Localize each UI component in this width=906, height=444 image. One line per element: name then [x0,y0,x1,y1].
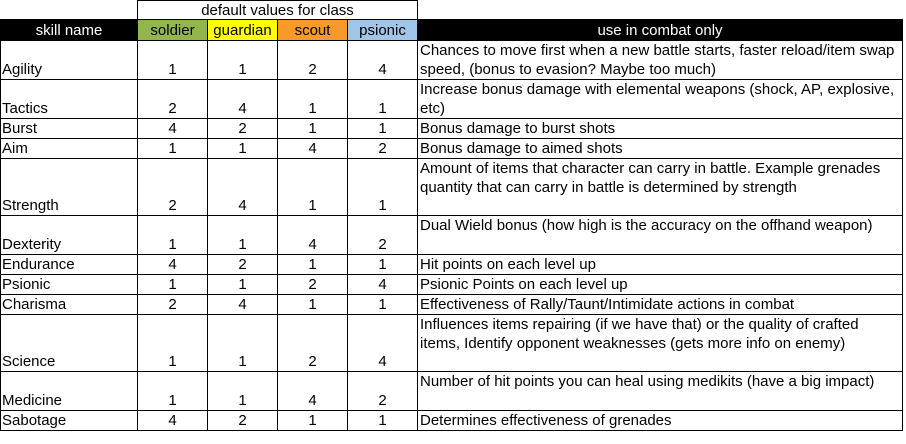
skill-name-cell: Endurance [1,255,138,275]
scout-value-cell: 1 [278,295,348,315]
table-row [1,372,903,411]
table-row [1,295,903,315]
psionic-value-cell: 1 [348,295,418,315]
scout-value-cell: 1 [278,411,348,431]
header-scout: scout [278,20,348,41]
psionic-value-cell: 1 [348,411,418,431]
guardian-value-cell: 2 [208,119,278,139]
class-group-header: default values for class [137,0,418,19]
use-in-combat-cell: Increase bonus damage with elemental weapons (shock, AP, explosive, etc) [418,80,903,119]
skill-name-cell: Tactics [1,80,138,119]
soldier-value-cell: 2 [138,80,208,119]
table-row [1,41,903,80]
scout-value-cell: 2 [278,315,348,372]
soldier-value-cell: 4 [138,411,208,431]
soldier-value-cell: 1 [138,139,208,159]
skill-name-cell: Dexterity [1,216,138,255]
scout-value-cell: 2 [278,41,348,80]
guardian-value-cell: 4 [208,295,278,315]
guardian-value-cell: 1 [208,372,278,411]
header-skill-name: skill name [1,20,138,41]
table-row [1,139,903,159]
soldier-value-cell: 4 [138,119,208,139]
soldier-value-cell: 2 [138,159,208,216]
table-row [1,315,903,372]
skill-name-cell: Science [1,315,138,372]
header-row [1,20,903,41]
table-row [1,411,903,431]
guardian-value-cell: 4 [208,80,278,119]
psionic-value-cell: 2 [348,139,418,159]
table-row [1,216,903,255]
scout-value-cell: 1 [278,159,348,216]
guardian-value-cell: 1 [208,275,278,295]
header-soldier: soldier [138,20,208,41]
psionic-value-cell: 1 [348,159,418,216]
scout-value-cell: 1 [278,80,348,119]
guardian-value-cell: 4 [208,159,278,216]
soldier-value-cell: 1 [138,275,208,295]
skill-name-cell: Medicine [1,372,138,411]
use-in-combat-cell: Psionic Points on each level up [418,275,903,295]
use-in-combat-cell: Hit points on each level up [418,255,903,275]
scout-value-cell: 4 [278,372,348,411]
skills-table [0,19,903,431]
psionic-value-cell: 4 [348,41,418,80]
use-in-combat-cell: Determines effectiveness of grenades [418,411,903,431]
skill-name-cell: Sabotage [1,411,138,431]
use-in-combat-cell: Effectiveness of Rally/Taunt/Intimidate actions in combat [418,295,903,315]
guardian-value-cell: 1 [208,139,278,159]
soldier-value-cell: 4 [138,255,208,275]
psionic-value-cell: 1 [348,119,418,139]
use-in-combat-cell: Number of hit points you can heal using medikits (have a big impact) [418,372,903,411]
psionic-value-cell: 2 [348,216,418,255]
guardian-value-cell: 1 [208,315,278,372]
use-in-combat-cell: Dual Wield bonus (how high is the accuracy on the offhand weapon) [418,216,903,255]
table-row [1,275,903,295]
table-row [1,255,903,275]
header-use: use in combat only [418,20,903,41]
table-row [1,80,903,119]
header-psionic: psionic [348,20,418,41]
scout-value-cell: 2 [278,275,348,295]
scout-value-cell: 1 [278,119,348,139]
table-row [1,159,903,216]
skill-name-cell: Psionic [1,275,138,295]
soldier-value-cell: 1 [138,216,208,255]
use-in-combat-cell: Chances to move first when a new battle starts, faster reload/item swap speed, (bonus to evasion? Maybe too much) [418,41,903,80]
psionic-value-cell: 1 [348,255,418,275]
skill-name-cell: Agility [1,41,138,80]
psionic-value-cell: 4 [348,275,418,295]
scout-value-cell: 4 [278,139,348,159]
scout-value-cell: 4 [278,216,348,255]
skill-name-cell: Aim [1,139,138,159]
soldier-value-cell: 2 [138,295,208,315]
skills-body [1,41,903,431]
skill-name-cell: Burst [1,119,138,139]
guardian-value-cell: 2 [208,255,278,275]
guardian-value-cell: 1 [208,216,278,255]
guardian-value-cell: 2 [208,411,278,431]
soldier-value-cell: 1 [138,41,208,80]
skill-name-cell: Charisma [1,295,138,315]
table-row [1,119,903,139]
skill-name-cell: Strength [1,159,138,216]
header-guardian: guardian [208,20,278,41]
use-in-combat-cell: Amount of items that character can carry in battle. Example grenades quantity that can carry in battle is determined by strength [418,159,903,216]
scout-value-cell: 1 [278,255,348,275]
use-in-combat-cell: Bonus damage to burst shots [418,119,903,139]
soldier-value-cell: 1 [138,315,208,372]
psionic-value-cell: 2 [348,372,418,411]
psionic-value-cell: 4 [348,315,418,372]
psionic-value-cell: 1 [348,80,418,119]
guardian-value-cell: 1 [208,41,278,80]
soldier-value-cell: 1 [138,372,208,411]
use-in-combat-cell: Bonus damage to aimed shots [418,139,903,159]
use-in-combat-cell: Influences items repairing (if we have that) or the quality of crafted items, Identify opponent weaknesses (gets more info on enemy) [418,315,903,372]
